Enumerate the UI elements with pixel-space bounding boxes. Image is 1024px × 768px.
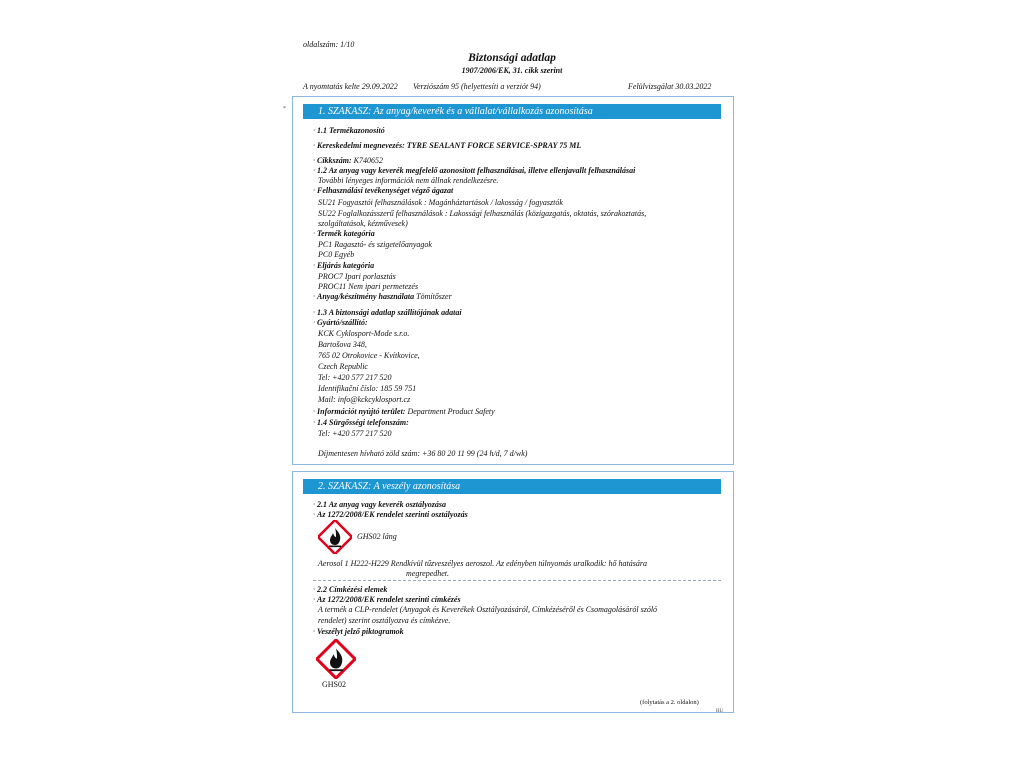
document-title: Biztonsági adatlap: [468, 52, 556, 64]
section-2-heading: 2. SZAKASZ: A veszély azonosítása: [303, 479, 721, 494]
free-phone-line: Díjmentesen hívható zöld szám: +36 80 20 11 99 (24 h/d, 7 d/wk): [318, 449, 528, 458]
trade-name: · Kereskedelmi megnevezés: TYRE SEALANT FORCE SERVICE-SPRAY 75 ML: [313, 141, 582, 150]
revision-marker: *: [283, 106, 286, 112]
manufacturer-label: · Gyártó/szállító:: [313, 318, 368, 327]
page-number: oldalszám: 1/10: [303, 40, 355, 49]
address-email[interactable]: Mail: info@kckcyklosport.cz: [318, 395, 411, 404]
version-info: Verziószám 95 (helyettesíti a verziót 94): [413, 82, 541, 91]
address-line: KCK Cyklosport-Mode s.r.o.: [318, 329, 410, 338]
address-line: 765 02 Otrokovice - Kvítkovice,: [318, 351, 420, 360]
pictogram-caption: GHS02: [322, 680, 347, 689]
label-elements-heading: · 2.2 Címkézési elemek: [313, 585, 388, 594]
continued-note: (folytatás a 2. oldalon): [640, 699, 699, 706]
address-phone: Tel: +420 577 217 520: [318, 373, 392, 382]
section-1-heading: 1. SZAKASZ: Az anyag/keverék és a vállalat/vállalkozás azonosítása: [303, 104, 721, 119]
proc7-line: PROC7 Ipari porlasztás: [318, 272, 396, 281]
document-subtitle: 1907/2006/EK, 31. cikk szerint: [461, 66, 563, 75]
su22-line: SU22 Foglalkozásszerű felhasználások : Lakossági felhasználás (közigazgatás, oktatás, szórakoztatás,: [318, 209, 647, 218]
section-divider: [313, 580, 721, 581]
clp-text: A termék a CLP-rendelet (Anyagok és Keverékek Osztályozásáról, Címkézéséről és Csomagolásáról szóló: [318, 605, 658, 614]
address-line: Bartošova 348,: [318, 340, 367, 349]
address-line: Czech Republic: [318, 362, 368, 371]
address-id: Identifikační číslo: 185 59 751: [318, 384, 417, 393]
supplier-heading: · 1.3 A biztonsági adatlap szállítójának adatai: [313, 308, 462, 317]
info-line: · Információt nyújtó terület: Department Product Safety: [313, 407, 495, 416]
emergency-heading: · 1.4 Sürgősségi telefonszám:: [313, 418, 409, 427]
classification-heading: · 2.1 Az anyag vagy keverék osztályozása: [313, 500, 447, 509]
process-category-label: · Eljárás kategória: [313, 261, 375, 270]
clp-text-cont: rendelet) szerint osztályozva és címkézve.: [318, 616, 451, 625]
proc11-line: PROC11 Nem ipari permetezés: [318, 282, 419, 291]
su21-line: SU21 Fogyasztói felhasználások : Magánháztartások / lakosság / fogyasztók: [318, 198, 563, 207]
pc1-line: PC1 Ragasztó- és szigetelőanyagok: [318, 240, 432, 249]
usage-line: · Anyag/készítmény használata Tömítőszer: [313, 292, 452, 301]
ghs-small-label: GHS02 láng: [357, 532, 397, 541]
pc0-line: PC0 Egyéb: [318, 250, 355, 259]
sector-label: · Felhasználási tevékenységet végző ágazat: [313, 186, 454, 195]
clp-labelling-heading: · Az 1272/2008/EK rendelet szerinti címkézés: [313, 595, 461, 604]
aerosol-line: Aerosol 1 H222-H229 Rendkívül tűzveszélyes aeroszol. Az edényben túlnyomás uralkodik: hő hatására: [318, 559, 647, 568]
aerosol-line-cont: megrepedhet.: [406, 569, 450, 578]
revision-date: Felülvizsgálat 30.03.2022: [628, 82, 712, 91]
flame-icon: [316, 639, 356, 679]
uses-note: További lényeges információk nem állnak rendelkezésre.: [318, 176, 499, 185]
language-code: HU: [716, 709, 724, 714]
su22-line-cont: szolgáltatások, kézművesek): [318, 219, 408, 228]
uses-heading: · 1.2 Az anyag vagy keverék megfelelő azonosított felhasználásai, illetve ellenjavallt felhasználásai: [313, 166, 636, 175]
print-date: A nyomtatás kelte 29.09.2022: [303, 82, 398, 91]
article-number: · Cikkszám: K740652: [313, 156, 384, 165]
product-id-heading: · 1.1 Termékazonosító: [313, 126, 385, 135]
product-category-label: · Termék kategória: [313, 229, 375, 238]
pictogram-heading: · Veszélyt jelző piktogramok: [313, 627, 404, 636]
clp-classification-heading: · Az 1272/2008/EK rendelet szerinti osztályozás: [313, 510, 468, 519]
emergency-phone: Tel: +420 577 217 520: [318, 429, 392, 438]
flame-icon: [318, 520, 352, 554]
